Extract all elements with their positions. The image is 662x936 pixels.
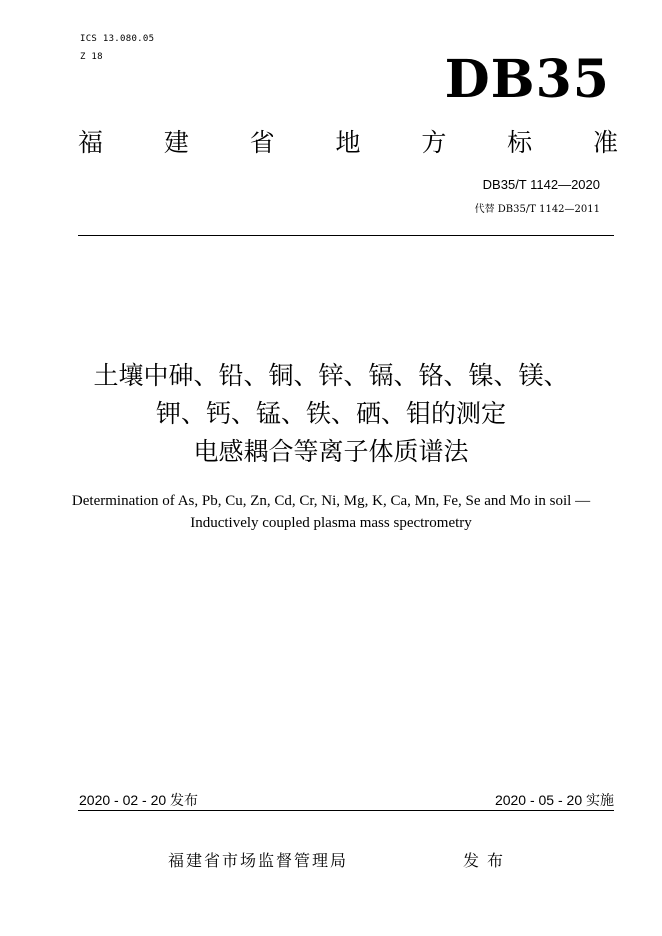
chinese-title-line: 电感耦合等离子体质谱法: [193, 437, 469, 466]
standard-logo: DB35: [444, 49, 610, 110]
standard-type-char: 地: [335, 128, 361, 157]
chinese-title-line: 钾、钙、锰、铁、硒、钼的测定: [155, 399, 506, 428]
standard-type-char: 建: [163, 128, 189, 157]
publish-label: 发布: [463, 851, 512, 870]
chinese-title-line: 土壤中砷、铅、铜、锌、镉、铬、镍、镁、: [93, 361, 569, 390]
standard-type-char: 省: [249, 128, 275, 157]
standard-type-char: 标: [507, 128, 533, 157]
standard-number: DB35/T 1142—2020: [482, 177, 600, 192]
standard-type: [78, 126, 618, 160]
ics-code: ICS 13.080.05: [80, 34, 155, 44]
category-code: Z 18: [80, 52, 103, 62]
issue-date: 2020 - 02 - 20 发布: [79, 792, 199, 808]
english-title: [30, 490, 632, 534]
chinese-title: [40, 357, 622, 471]
header-divider: [78, 235, 614, 236]
standard-type-char: 准: [592, 128, 618, 157]
standard-type-char: 方: [421, 128, 447, 157]
footer-divider: [78, 810, 614, 811]
english-title-line: Inductively coupled plasma mass spectrometry: [190, 515, 472, 531]
replaces-note: 代替 DB35/T 1142—2011: [474, 204, 600, 215]
implementation-date: 2020 - 05 - 20 实施: [494, 792, 614, 808]
issuing-authority: 福建省市场监督管理局: [168, 851, 349, 870]
english-title-line: Determination of As, Pb, Cu, Zn, Cd, Cr, Ni, Mg, K, Ca, Mn, Fe, Se and Mo in soil —: [71, 493, 591, 509]
standard-type-char: 福: [78, 128, 104, 157]
